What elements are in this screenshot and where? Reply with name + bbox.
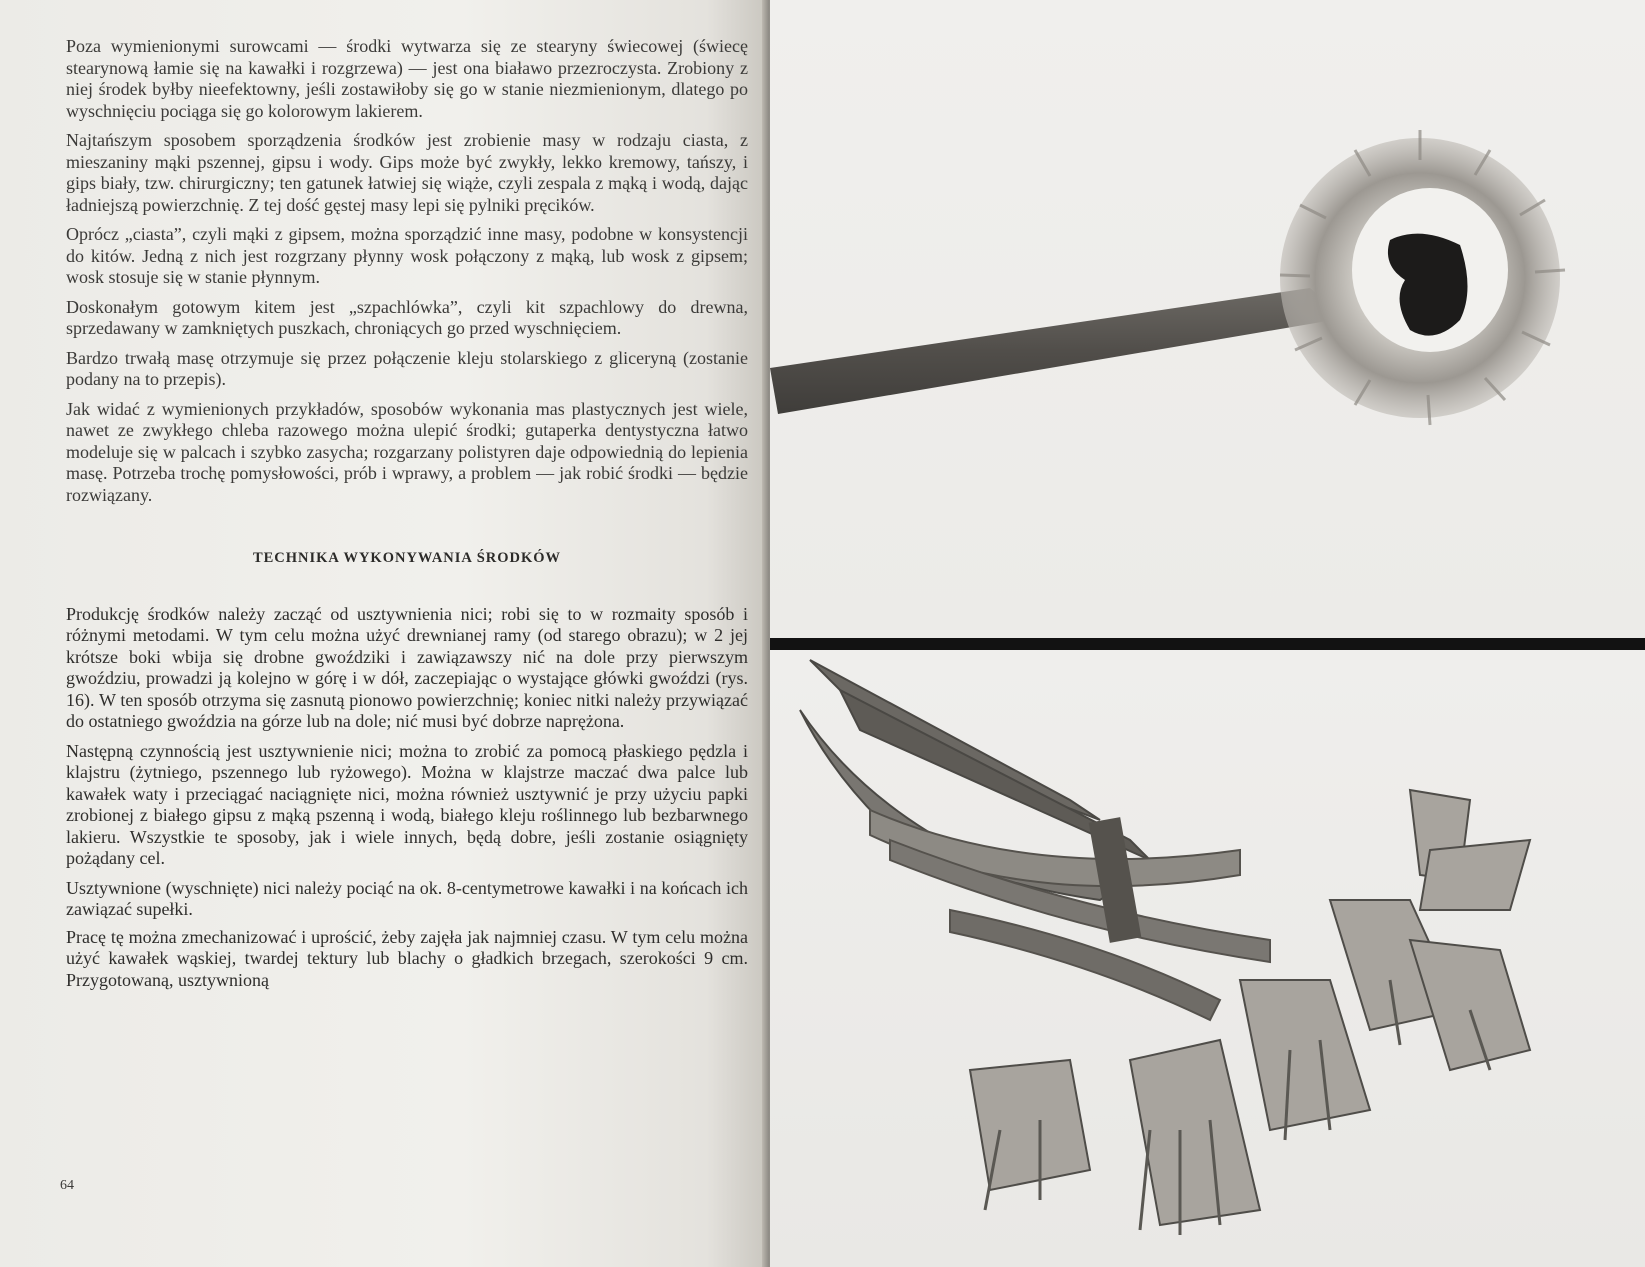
paragraph-1: Poza wymienionymi surowcami — środki wytwarza się ze stearyny świecowej (świecę stearynową łamie się na kawałki i rozgrzewa) — jest ona białawo przezroczysta. Zrobiony z niej środek byłby nieefektowny, jeśli zostawiłoby się go w stanie niezmienionym, dlatego po wyschnięciu pociąga się go kolorowym lakierem.	[66, 36, 748, 121]
felt-stems	[870, 810, 1270, 1020]
right-page	[770, 0, 1645, 1267]
pompom-head	[1280, 130, 1565, 425]
section-body	[66, 604, 748, 992]
paragraph-5: Bardzo trwałą masę otrzymuje się przez połączenie kleju stolarskiego z gliceryną (zostanie podany na to przepis).	[66, 347, 748, 389]
photo-felt-tassel-bouquet	[770, 650, 1645, 1267]
paragraph-9: Usztywnione (wyschnięte) nici należy pociąć na ok. 8-centymetrowe kawałki i na końcach ich zawiązać supełki.	[66, 877, 748, 919]
felt-tassel-bouquet-illustration	[770, 650, 1645, 1267]
felt-stem	[770, 288, 1345, 414]
paragraph-3: Oprócz „ciasta”, czyli mąki z gipsem, można sporządzić inne masy, podobne w konsystencji do kitów. Jedną z nich jest rozgrzany płynny wosk połączony z mąką, lub wosk z gipsem; wosk stosuje się w stanie płynnym.	[66, 224, 748, 287]
photo-pompom-flower	[770, 0, 1645, 638]
photo-divider	[770, 638, 1645, 650]
paragraph-2: Najtańszym sposobem sporządzenia środków jest zrobienie masy w rodzaju ciasta, z mieszaniny mąki pszennej, gipsu i wody. Gips może być zwykły, lekko kremowy, tańszy, i gips biały, tzw. chirurgiczny; ten gatunek łatwiej się wiąże, czyli zespala z mąką i wodą, dając ładniejszą powierzchnię. Z tej dość gęstej masy lepi się pylniki pręcików.	[66, 130, 748, 215]
paragraph-4: Doskonałym gotowym kitem jest „szpachlówka”, czyli kit szpachlowy do drewna, sprzedawany w zamkniętych puszkach, chroniących go przed wyschnięciem.	[66, 296, 748, 338]
section-heading: TECHNIKA WYKONYWANIA ŚRODKÓW	[252, 550, 562, 566]
paragraph-6: Jak widać z wymienionych przykładów, sposobów wykonania mas plastycznych jest wiele, nawet ze zwykłego chleba razowego można ulepić środki; gutaperka dentystyczna łatwo modeluje się w palcach i szybko zasycha; rozgarzany polistyren daje odpowiednią do lepienia masę. Potrzeba trochę pomysłowości, prób i wprawy, a problem — jak robić środki — będzie rozwiązany.	[66, 398, 748, 505]
page-number: 64	[60, 1178, 74, 1193]
paragraph-10: Pracę tę można zmechanizować i uprościć, żeby zajęła jak najmniej czasu. W tym celu można użyć kawałek wąskiej, twardej tektury lub blachy o gładkich brzegach, szerokości 9 cm. Przygotowaną, usztywnioną	[66, 926, 748, 990]
left-page	[0, 0, 768, 1267]
pompom-flower-illustration	[770, 0, 1645, 638]
paragraph-8: Następną czynnością jest usztywnienie nici; można to zrobić za pomocą płaskiego pędzla i klajstru (żytniego, pszennego lub ryżowego). Można w klajstrze maczać dwa palce lub kawałek waty i przeciągać naciągnięte nici, można również usztywnić je przy użyciu papki zrobionej z białego gipsu z mąką pszenną i wodą, białego kleju roślinnego lub bezbarwnego lakieru. Wszystkie te sposoby, jak i wiele innych, będą dobre, jeśli zostanie osiągnięty pożądany cel.	[66, 740, 748, 868]
paragraph-7: Produkcję środków należy zacząć od usztywnienia nici; robi się to w rozmaity sposób i różnymi metodami. W tym celu można użyć drewnianej ramy (od starego obrazu); w 2 jej krótsze boki wbija się drobne gwoździki i zawiązawszy nić na dole przy pierwszym gwoździu, prowadzi ją kolejno w górę i w dół, zaczepiając o wystające główki gwoździ (rys. 16). W ten sposób otrzyma się zasnutą pionowo powierzchnię; koniec nitki należy przywiązać do ostatniego gwoździa na górze lub na dole; nić musi być dobrze naprężona.	[66, 603, 748, 731]
text-column	[66, 36, 748, 997]
